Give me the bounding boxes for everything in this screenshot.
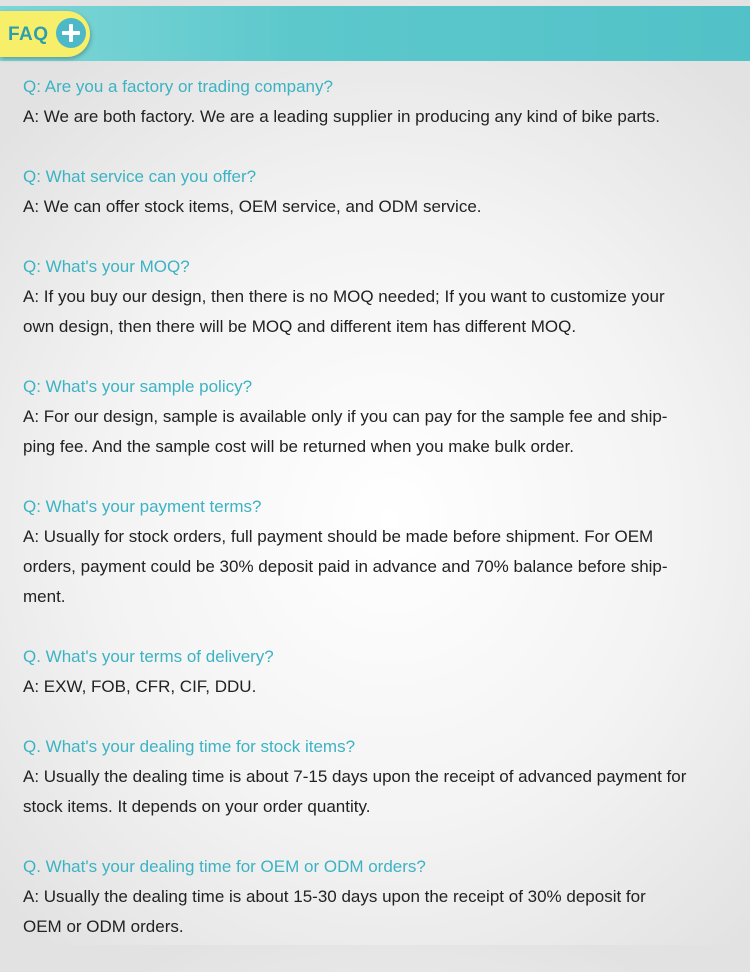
faq-item <box>23 642 733 702</box>
faq-item <box>23 162 733 222</box>
faq-tab <box>0 11 90 57</box>
faq-answer-line: stock items. It depends on your order quantity. <box>23 797 371 816</box>
faq-answer-line: ment. <box>23 587 66 606</box>
faq-item <box>23 252 733 342</box>
faq-answer-line: A: Usually the dealing time is about 15-30 days upon the receipt of 30% deposit for <box>23 887 646 906</box>
faq-question: Q. What's your terms of delivery? <box>23 647 274 666</box>
faq-item <box>23 732 733 822</box>
faq-question: Q: What's your sample policy? <box>23 377 253 396</box>
faq-question: Q: Are you a factory or trading company? <box>23 77 333 96</box>
plus-circle-icon <box>56 18 86 48</box>
faq-answer-line: own design, then there will be MOQ and different item has different MOQ. <box>23 317 577 336</box>
faq-question: Q. What's your dealing time for stock items? <box>23 737 356 756</box>
faq-item <box>23 72 733 132</box>
faq-title: FAQ <box>8 24 49 45</box>
faq-item <box>23 492 733 612</box>
faq-answer-line: A: Usually the dealing time is about 7-15 days upon the receipt of advanced payment for <box>23 767 687 786</box>
faq-item <box>23 372 733 462</box>
faq-answer-line: orders, payment could be 30% deposit paid in advance and 70% balance before ship- <box>23 557 668 576</box>
faq-answer-line: A: EXW, FOB, CFR, CIF, DDU. <box>23 677 257 696</box>
faq-answer-line: OEM or ODM orders. <box>23 917 184 936</box>
header-band <box>0 6 750 61</box>
faq-question: Q: What's your payment terms? <box>23 497 262 516</box>
faq-answer-line: A: We are both factory. We are a leading supplier in producing any kind of bike parts. <box>23 107 660 126</box>
faq-item <box>23 852 733 942</box>
faq-list <box>23 72 733 972</box>
faq-question: Q. What's your dealing time for OEM or ODM orders? <box>23 857 426 876</box>
faq-answer-line: ping fee. And the sample cost will be returned when you make bulk order. <box>23 437 574 456</box>
faq-question: Q: What service can you offer? <box>23 167 257 186</box>
faq-question: Q: What's your MOQ? <box>23 257 190 276</box>
faq-answer-line: A: We can offer stock items, OEM service, and ODM service. <box>23 197 482 216</box>
faq-answer-line: A: Usually for stock orders, full payment should be made before shipment. For OEM <box>23 527 654 546</box>
faq-answer-line: A: For our design, sample is available only if you can pay for the sample fee and ship- <box>23 407 668 426</box>
faq-answer-line: A: If you buy our design, then there is no MOQ needed; If you want to customize your <box>23 287 665 306</box>
